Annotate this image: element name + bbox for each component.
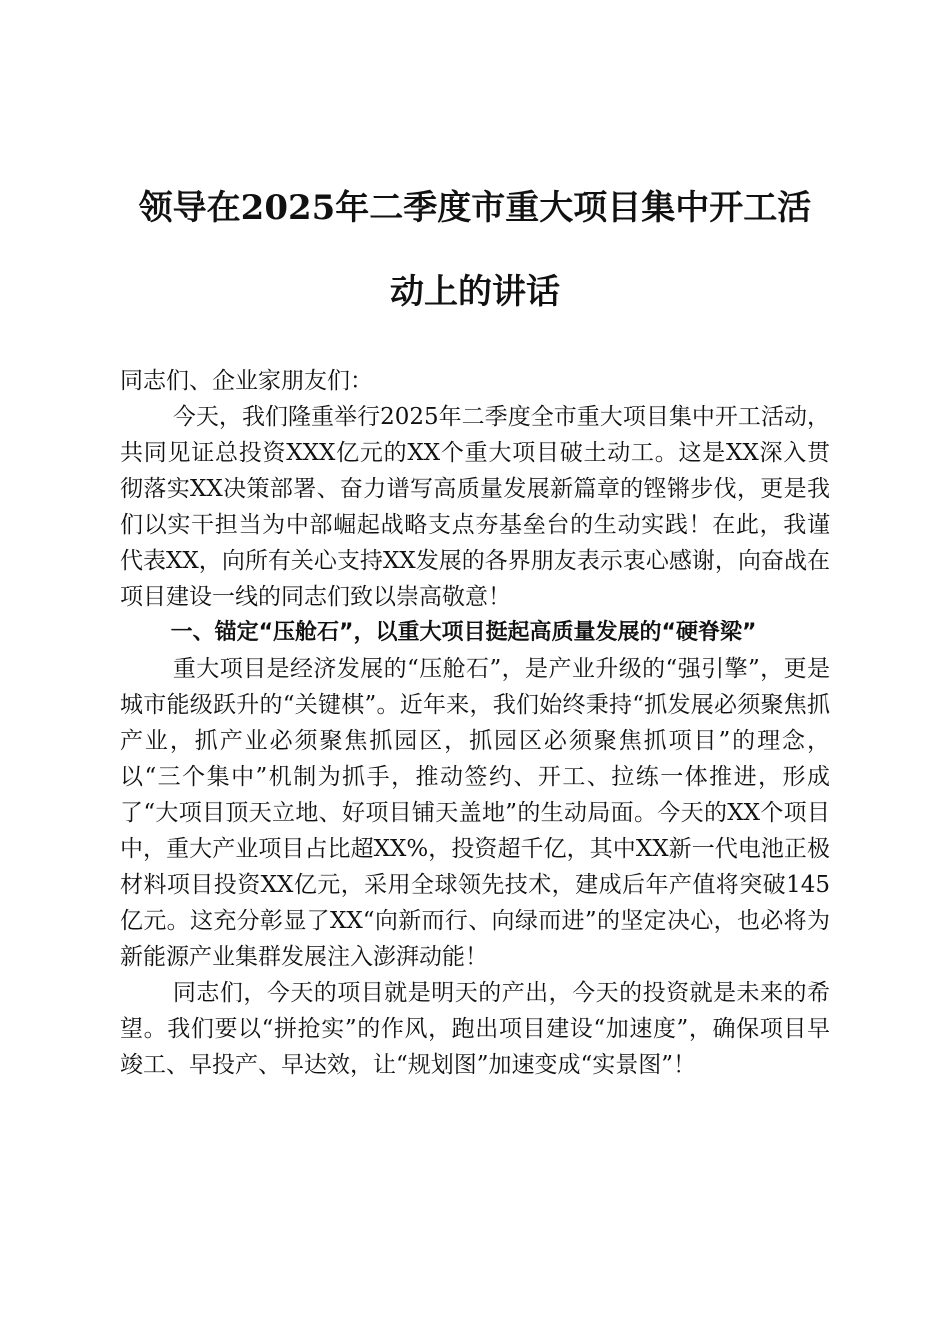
paragraph-call-to-action: 同志们，今天的项目就是明天的产出，今天的投资就是未来的希望。我们要以“拼抢实”的作风，跑出项目建设“加速度”，确保项目早竣工、早投产、早达效，让“规划图”加速变成“实景图”！	[120, 980, 830, 1078]
document-title	[110, 166, 840, 334]
paragraph-opening: 今天，我们隆重举行2025年二季度全市重大项目集中开工活动，共同见证总投资XXX亿元的XX个重大项目破土动工。这是XX深入贯彻落实XX决策部署、奋力谱写高质量发展新篇章的铿锵步伐，更是我们以实干担当为中部崛起战略支点夯基垒台的生动实践！在此，我谨代表XX，向所有关心支持XX发展的各界朋友表示衷心感谢，向奋战在项目建设一线的同志们致以崇高敬意！	[120, 404, 830, 610]
salutation: 同志们、企业家朋友们：	[120, 368, 373, 394]
section-heading: 一、锚定“压舱石”，以重大项目挺起高质量发展的“硬脊梁”	[170, 620, 757, 645]
paragraph-major-projects: 重大项目是经济发展的“压舱石”，是产业升级的“强引擎”，更是城市能级跃升的“关键棋”。近年来，我们始终秉持“抓发展必须聚焦抓产业，抓产业必须聚焦抓园区，抓园区必须聚焦抓项目”的理念，以“三个集中”机制为抓手，推动签约、开工、拉练一体推进，形成了“大项目顶天立地、好项目铺天盖地”的生动局面。今天的XX个项目中，重大产业项目占比超XX%，投资超千亿，其中XX新一代电池正极材料项目投资XX亿元，采用全球领先技术，建成后年产值将突破145亿元。这充分彰显了XX“向新而行、向绿而进”的坚定决心，也必将为新能源产业集群发展注入澎湃动能！	[120, 656, 830, 970]
title-line-2: 动上的讲话	[390, 272, 560, 312]
document-body	[120, 363, 830, 1083]
title-line-1: 领导在2025年二季度市重大项目集中开工活	[138, 188, 812, 228]
